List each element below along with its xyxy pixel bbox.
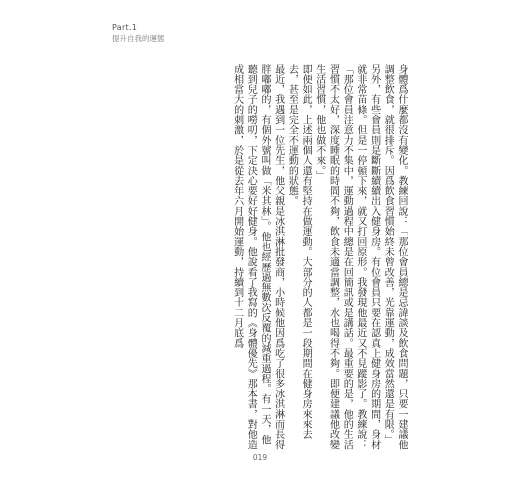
running-header xyxy=(112,24,165,43)
chapter-subtitle: 提升自我的運態 xyxy=(112,34,165,44)
paragraph-1: 身體爲什麼都沒有變化。教練回說：「那位會員總是忌諱談及飲食問題，只要一建議他調整飲食，就很排斥。因爲飲食習慣始終未曾改善，光靠運動，成效當然還是有限。」 xyxy=(382,64,407,450)
paragraph-3: 即便如此，上述兩個人還有堅持在做運動。大部分的人都是一段期間在健身房來來去去，甚至是完全不運動的狀態。 xyxy=(286,64,312,440)
paragraph-4: 最近，我遇到一位先生，他父親是冰淇淋批發商，小時候他因爲吃了很多冰淇淋而長得胖嘟嘟的，有個外號叫做「米其林」。他也經歷過無數次反覆的減重過程。有一天，他聽到兒子的嘮叨，下定決心要好好健身。他說看了我寫的《身體優先》那本書，對他造成相當大的刺激，於是從去年六月開始運動，持續到十二月底爲 xyxy=(231,64,284,450)
paragraph-2: 另外，有些會員則是斷斷續續出入健身房。有位會員只要在認真上健身房的期間，身材就非常苗條。但是一停頓下來，就又打回原形。我發現他最近又不見蹤影了。教練說：「那位會員注意力不集中，運動過程中總是在回簡訊或是講話。最重要的是，他的生活習慣不太好，深度睡眠的時間不夠，飲食未適當調整，水也喝得不夠。即便建議他改變生活習慣，他也做不來。」 xyxy=(313,64,380,450)
page-number: 019 xyxy=(252,453,268,462)
vertical-body-text xyxy=(112,64,408,450)
part-label: Part.1 xyxy=(112,23,138,32)
